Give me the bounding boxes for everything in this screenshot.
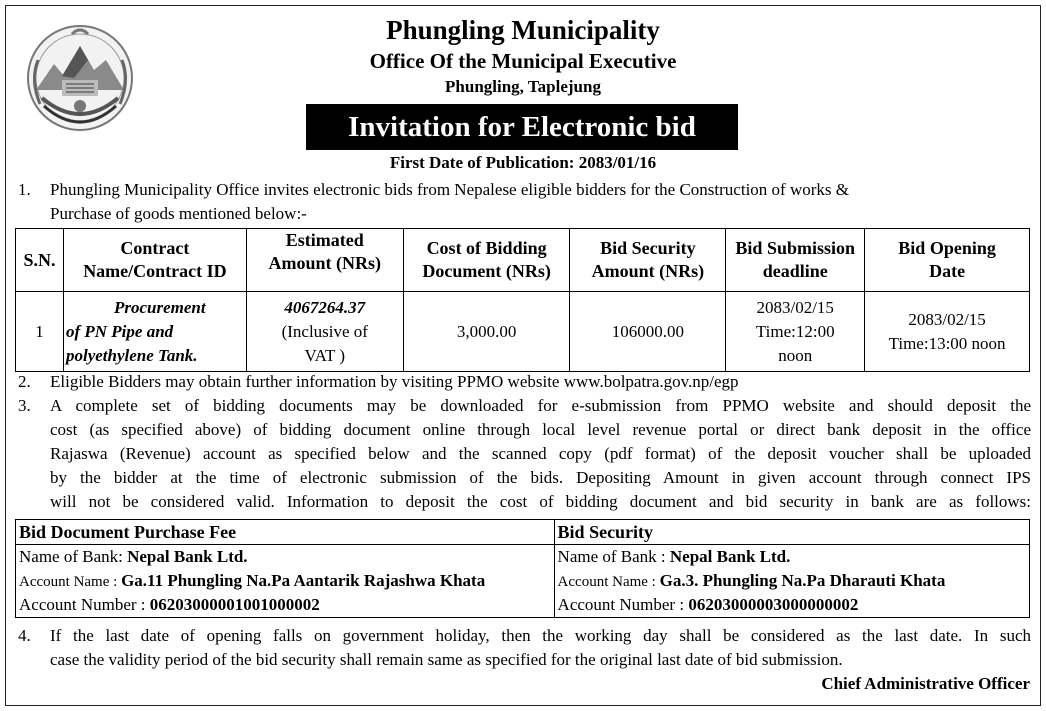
cell-cost: 3,000.00: [403, 292, 570, 372]
cell-security: 106000.00: [570, 292, 726, 372]
security-account-name-label: Account Name :: [557, 574, 660, 590]
fee-bank-label: Name of Bank:: [19, 547, 128, 566]
fee-bank-line: [19, 545, 551, 569]
bid-table: [15, 228, 1030, 372]
estimated-note: (Inclusive of: [281, 321, 368, 341]
point-4-line: case the validity period of the bid security shall remain same as specified for the original last date of bid submission.: [50, 650, 843, 669]
point-3-line: will not be considered valid. Information to deposit the cost of bidding document and bid security in bank are as follows:: [50, 492, 1031, 511]
signature-title: Chief Administrative Officer: [821, 674, 1030, 693]
fee-account-name-line: [19, 569, 551, 593]
submission-time: Time:12:00: [755, 321, 835, 341]
publication-date: First Date of Publication: 2083/01/16: [389, 153, 657, 172]
contract-line: of PN Pipe and: [65, 321, 174, 341]
header-cost: [403, 229, 570, 292]
opening-time: Time:13:00 noon: [888, 333, 1006, 353]
point-4-line: If the last date of opening falls on government holiday, then the working day shall be considered as the last date. In such: [50, 626, 1031, 645]
header-contract-line: Name/Contract ID: [83, 261, 227, 281]
header-estimated-line: Estimated: [285, 230, 364, 250]
security-account-number-line: [558, 593, 1026, 617]
header-contract: [63, 229, 246, 292]
header-opening: [865, 229, 1030, 292]
header-submission-line: deadline: [762, 261, 828, 281]
table-row: [16, 292, 1030, 372]
security-account-name-line: [558, 569, 1026, 593]
bank-table-body-row: [16, 545, 1030, 618]
security-account-number-label: Account Number :: [557, 595, 689, 614]
bank-table-header-row: [16, 520, 1030, 545]
point-1-text: [50, 178, 1035, 226]
security-title: Bid Security: [554, 520, 1029, 545]
security-bank-label: Name of Bank :: [557, 547, 670, 566]
security-details: [554, 545, 1029, 618]
office-location: Phungling, Taplejung: [445, 77, 601, 96]
cell-opening: [865, 292, 1030, 372]
point-3-line: Rajaswa (Revenue) account as specified below and the scanned copy (pdf format) of the deposit voucher shall be uploaded: [50, 444, 1031, 463]
point-3-line: A complete set of bidding documents may be downloaded for e-submission from PPMO website and should deposit the: [50, 396, 1031, 415]
office-name: Office Of the Municipal Executive: [369, 49, 677, 73]
header-security-line: Bid Security: [600, 238, 696, 258]
header-submission: [726, 229, 865, 292]
header-opening-line: Bid Opening: [898, 238, 996, 258]
fee-account-number-label: Account Number :: [19, 595, 150, 614]
point-2-text: Eligible Bidders may obtain further information by visiting PPMO website www.bolpatra.gov.np/egp: [50, 372, 739, 391]
security-account-number-value: 06203000003000000002: [688, 595, 859, 614]
point-4-text: [50, 624, 1031, 672]
submission-date: 2083/02/15: [756, 297, 834, 317]
header-security: [570, 229, 726, 292]
fee-title: Bid Document Purchase Fee: [16, 520, 555, 545]
opening-date: 2083/02/15: [908, 309, 986, 329]
point-3-text: [50, 394, 1031, 514]
header-sn: S.N.: [16, 229, 64, 292]
header-estimated: [246, 229, 403, 292]
estimated-note: VAT ): [304, 345, 346, 365]
header-submission-line: Bid Submission: [735, 238, 855, 258]
point-1-line: Phungling Municipality Office invites electronic bids from Nepalese eligible bidders for the Construction of works &: [50, 180, 849, 199]
header-opening-line: Date: [929, 261, 966, 281]
point-1-number: 1.: [18, 180, 31, 199]
fee-details: [16, 545, 555, 618]
point-4-number: 4.: [18, 626, 31, 645]
bid-table-header-row: [16, 229, 1030, 292]
contract-line: polyethylene Tank.: [65, 345, 198, 365]
fee-account-number-line: [19, 593, 551, 617]
estimated-amount: 4067264.37: [284, 297, 366, 317]
point-3-number: 3.: [18, 396, 31, 415]
security-bank-value: Nepal Bank Ltd.: [669, 547, 791, 566]
cell-contract: [63, 292, 246, 372]
cell-submission: [726, 292, 865, 372]
cell-estimated: [246, 292, 403, 372]
fee-bank-value: Nepal Bank Ltd.: [127, 547, 248, 566]
header-cost-line: Document (NRs): [422, 261, 551, 281]
bank-table: [15, 519, 1030, 618]
point-3-line: by the bidder at the time of electronic submission of the bids. Depositing Amount in given account through connect IPS: [50, 468, 1031, 487]
notice-banner-title: Invitation for Electronic bid: [306, 104, 738, 150]
point-2-number: 2.: [18, 372, 31, 391]
header-security-line: Amount (NRs): [591, 261, 705, 281]
fee-account-name-value: Ga.11 Phungling Na.Pa Aantarik Rajashwa Khata: [121, 571, 486, 590]
point-1-line: Purchase of goods mentioned below:-: [50, 204, 307, 223]
header-contract-line: Contract: [120, 238, 190, 258]
submission-time: noon: [778, 345, 813, 365]
header-estimated-line: Amount (NRs): [268, 253, 382, 273]
cell-sn: 1: [16, 292, 64, 372]
fee-account-number-value: 06203000001001000002: [149, 595, 320, 614]
municipality-name: Phungling Municipality: [386, 15, 660, 45]
security-bank-line: [558, 545, 1026, 569]
security-account-name-value: Ga.3. Phungling Na.Pa Dharauti Khata: [659, 571, 946, 590]
point-3-line: cost (as specified above) of bidding document online through local level revenue portal or direct bank deposit in the office: [50, 420, 1031, 439]
fee-account-name-label: Account Name :: [19, 574, 122, 590]
header-cost-line: Cost of Bidding: [426, 238, 547, 258]
contract-line: Procurement: [113, 297, 206, 317]
